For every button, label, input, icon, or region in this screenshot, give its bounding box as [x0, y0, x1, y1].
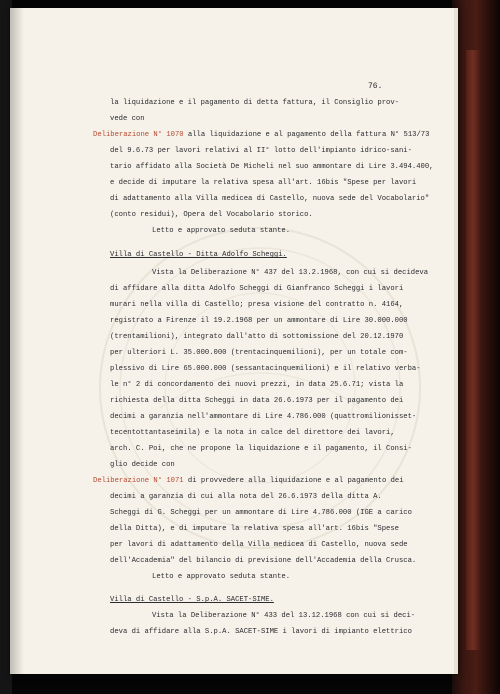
line-text: di provvedere alla liquidazione e al pagamento dei: [183, 477, 404, 485]
line-text: Villa di Castello - Ditta Adolfo Scheggi.: [110, 251, 287, 259]
text-line: [110, 208, 313, 222]
text-line: [110, 426, 395, 440]
text-line: [110, 442, 412, 456]
text-line: [110, 506, 412, 520]
document-text: [10, 8, 458, 674]
text-line: [110, 458, 175, 472]
line-text: arch. C. Poi, che ne propone la liquidazione e il pagamento, il Consi-: [110, 445, 412, 453]
text-line: [110, 144, 412, 158]
line-text: della Ditta), e di imputare la relativa spesa all'art. 16bis "Spese: [110, 525, 399, 533]
line-text: Vista la Deliberazione N° 437 del 13.2.1968, con cui si decideva: [152, 269, 429, 277]
document-page: [10, 8, 458, 674]
text-line: [110, 282, 403, 296]
text-line: [110, 112, 145, 126]
text-line: [93, 128, 429, 142]
line-text: deva di affidare alla S.p.A. SACET-SIME i lavori di impianto elettrico: [110, 628, 412, 636]
line-text: per ulteriori L. 35.000.000 (trentacinquemilioni), per un totale com-: [110, 349, 408, 357]
text-line: [152, 570, 290, 584]
line-text: tecentottantaseimila) e la nota in calce del direttore dei lavori,: [110, 429, 395, 437]
line-text: glio decide con: [110, 461, 175, 469]
text-line: [152, 266, 428, 280]
line-text: vede con: [110, 115, 145, 123]
deliberation-number: Deliberazione N° 1071: [93, 477, 184, 485]
text-line: [110, 554, 416, 568]
text-line: [110, 625, 412, 639]
line-text: registrato a Firenze il 19.2.1968 per un ammontare di Lire 30.000.000: [110, 317, 408, 325]
line-text: del 9.6.73 per lavori relativi al II° lotto dell'impianto idrico-sani-: [110, 147, 412, 155]
line-text: decimi a garanzia nell'ammontare di Lire 4.786.000 (quattromilionisset-: [110, 413, 417, 421]
book-spine-band: [466, 50, 480, 650]
line-text: Vista la Deliberazione N° 433 del 13.12.1968 con cui si deci-: [152, 612, 416, 620]
line-text: Letto e approvato seduta stante.: [152, 227, 291, 235]
line-text: richiesta della ditta Scheggi in data 26.6.1973 per il pagamento dei: [110, 397, 404, 405]
line-text: plessivo di Lire 65.000.000 (sessantacinquemilioni) e il relativo verba-: [110, 365, 421, 373]
text-line: [93, 474, 404, 488]
text-line: [110, 298, 403, 312]
line-text: alla liquidazione e al pagamento della fattura N° 513/73: [183, 131, 430, 139]
line-text: per lavori di adattamento della Villa medicea di Castello, nuova sede: [110, 541, 408, 549]
line-text: (trentamilioni), integrato dall'atto di sottomissione del 20.12.1970: [110, 333, 404, 341]
text-line: [110, 248, 287, 262]
deliberation-number: Deliberazione N° 1070: [93, 131, 184, 139]
line-text: Letto e approvato seduta stante.: [152, 573, 291, 581]
line-text: di adattamento alla Villa medicea di Castello, nuova sede del Vocabolario": [110, 195, 430, 203]
text-line: [110, 160, 434, 174]
text-line: [110, 538, 408, 552]
text-line: [110, 394, 403, 408]
text-line: [110, 176, 416, 190]
text-line: [152, 609, 415, 623]
text-line: [110, 192, 429, 206]
line-text: Villa di Castello - S.p.A. SACET-SIME.: [110, 596, 274, 604]
text-line: [110, 410, 416, 424]
text-line: [110, 330, 403, 344]
line-text: Scheggi di G. Scheggi per un ammontare di Lire 4.786.000 (IGE a carico: [110, 509, 412, 517]
text-line: [110, 314, 408, 328]
text-line: [110, 378, 403, 392]
text-line: [110, 593, 274, 607]
text-line: [152, 224, 290, 238]
line-text: tario affidato alla Società De Micheli nel suo ammontare di Lire 3.494.400,: [110, 163, 434, 171]
text-line: [110, 490, 382, 504]
line-text: decimi a garanzia di cui alla nota del 26.6.1973 della ditta A.: [110, 493, 382, 501]
text-line: [110, 96, 399, 110]
text-line: [110, 346, 408, 360]
line-text: murari nella villa di Castello; presa visione del contratto n. 4164,: [110, 301, 404, 309]
text-line: [110, 362, 421, 376]
line-text: di affidare alla ditta Adolfo Scheggi di Gianfranco Scheggi i lavori: [110, 285, 404, 293]
line-text: e decide di imputare la relativa spesa all'art. 16bis "Spese per lavori: [110, 179, 417, 187]
text-line: [110, 522, 399, 536]
line-text: dell'Accademia" del bilancio di previsione dell'Accademia della Crusca.: [110, 557, 417, 565]
line-text: la liquidazione e il pagamento di detta fattura, il Consiglio prov-: [110, 99, 399, 107]
line-text: (conto residui), Opera del Vocabolario storico.: [110, 211, 313, 219]
page-number: 76.: [368, 82, 383, 91]
line-text: le n° 2 di concordamento dei nuovi prezzi, in data 25.6.71; vista la: [110, 381, 404, 389]
